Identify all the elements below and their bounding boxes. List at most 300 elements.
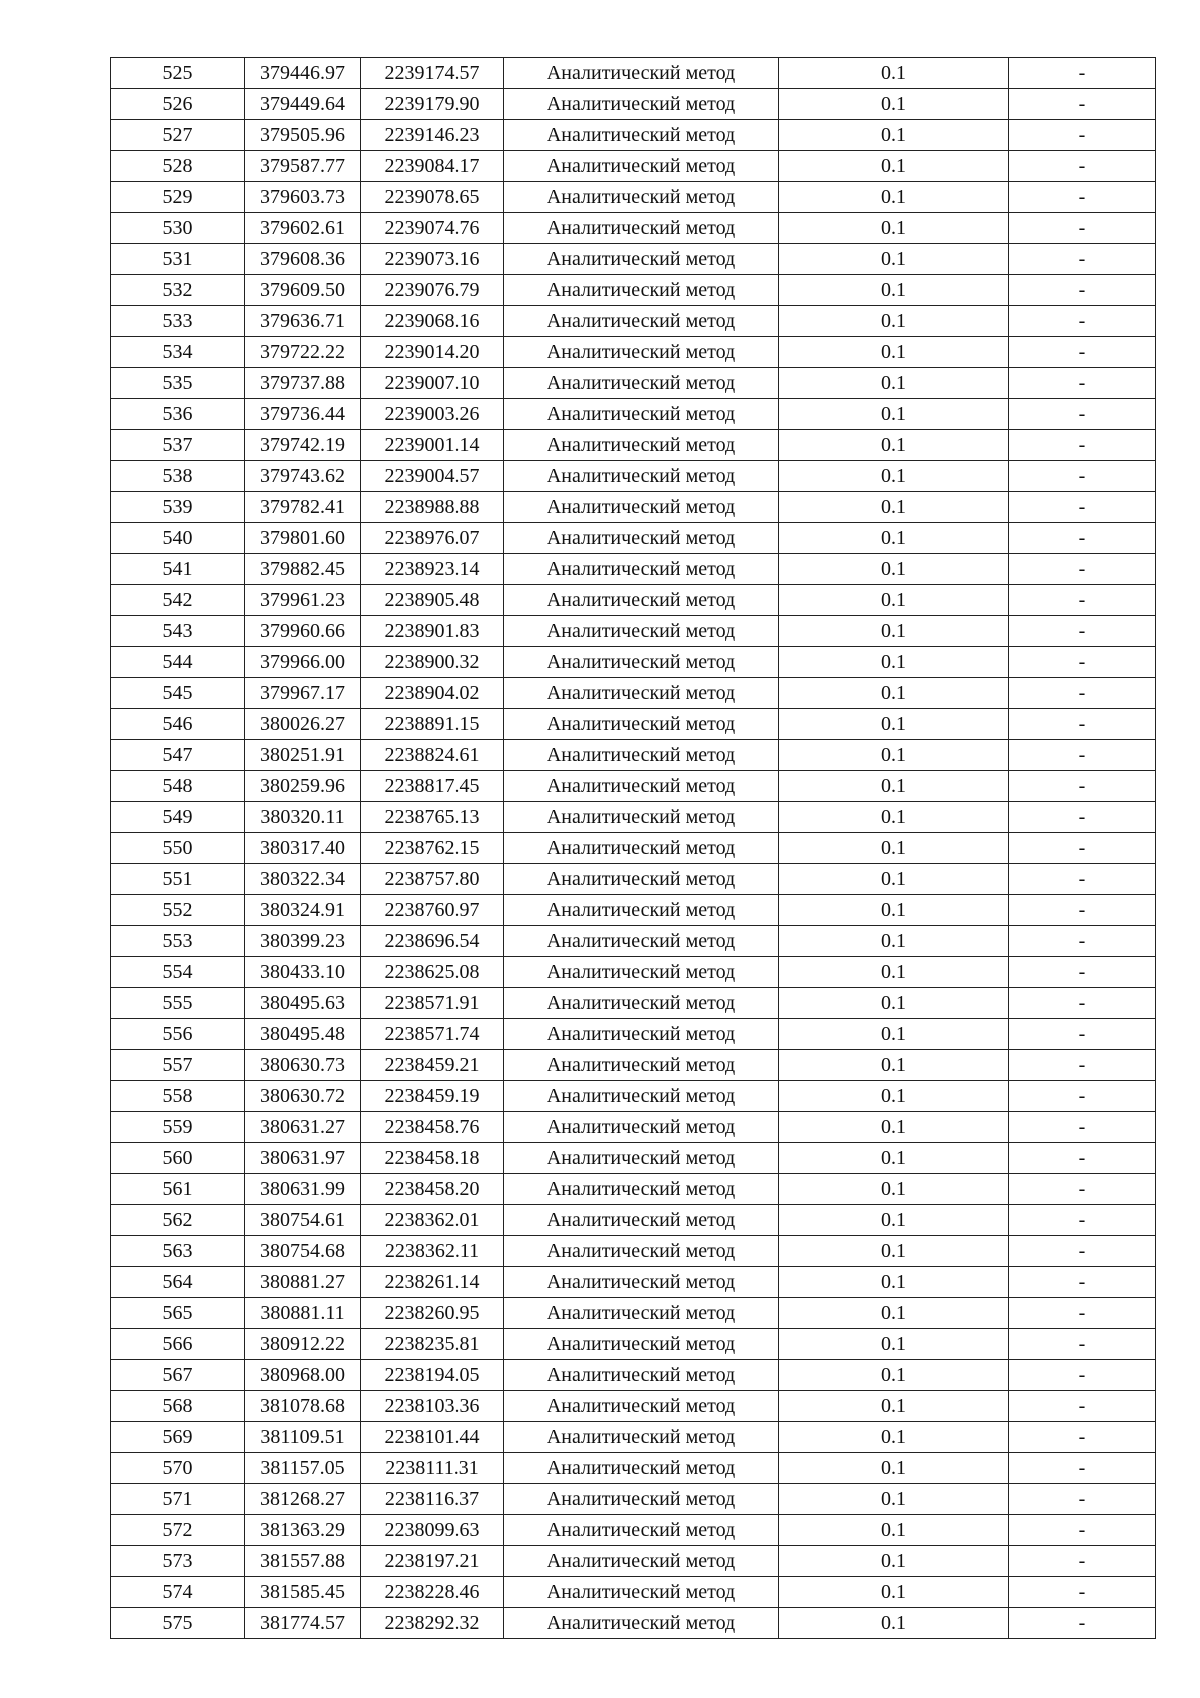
method-cell: Аналитический метод xyxy=(504,1577,779,1608)
method-cell: Аналитический метод xyxy=(504,399,779,430)
point-number-cell: 548 xyxy=(111,771,245,802)
note-cell: - xyxy=(1009,1360,1156,1391)
point-number-cell: 525 xyxy=(111,58,245,89)
method-cell: Аналитический метод xyxy=(504,988,779,1019)
table-row xyxy=(111,1267,1156,1298)
x-coordinate-cell: 380322.34 xyxy=(245,864,361,895)
point-number-cell: 562 xyxy=(111,1205,245,1236)
table-row xyxy=(111,585,1156,616)
method-cell: Аналитический метод xyxy=(504,1267,779,1298)
accuracy-cell: 0.1 xyxy=(779,151,1009,182)
accuracy-cell: 0.1 xyxy=(779,1205,1009,1236)
y-coordinate-cell: 2238571.74 xyxy=(361,1019,504,1050)
accuracy-cell: 0.1 xyxy=(779,1360,1009,1391)
point-number-cell: 573 xyxy=(111,1546,245,1577)
method-cell: Аналитический метод xyxy=(504,213,779,244)
note-cell: - xyxy=(1009,957,1156,988)
note-cell: - xyxy=(1009,1050,1156,1081)
y-coordinate-cell: 2238904.02 xyxy=(361,678,504,709)
accuracy-cell: 0.1 xyxy=(779,988,1009,1019)
x-coordinate-cell: 381363.29 xyxy=(245,1515,361,1546)
method-cell: Аналитический метод xyxy=(504,523,779,554)
table-row xyxy=(111,1236,1156,1267)
method-cell: Аналитический метод xyxy=(504,740,779,771)
note-cell: - xyxy=(1009,306,1156,337)
y-coordinate-cell: 2238625.08 xyxy=(361,957,504,988)
point-number-cell: 529 xyxy=(111,182,245,213)
method-cell: Аналитический метод xyxy=(504,647,779,678)
table-row xyxy=(111,1112,1156,1143)
note-cell: - xyxy=(1009,182,1156,213)
table-row xyxy=(111,988,1156,1019)
accuracy-cell: 0.1 xyxy=(779,1174,1009,1205)
point-number-cell: 572 xyxy=(111,1515,245,1546)
point-number-cell: 539 xyxy=(111,492,245,523)
coordinates-table xyxy=(110,57,1156,1639)
point-number-cell: 554 xyxy=(111,957,245,988)
accuracy-cell: 0.1 xyxy=(779,275,1009,306)
note-cell: - xyxy=(1009,554,1156,585)
point-number-cell: 550 xyxy=(111,833,245,864)
table-row xyxy=(111,709,1156,740)
accuracy-cell: 0.1 xyxy=(779,182,1009,213)
y-coordinate-cell: 2239074.76 xyxy=(361,213,504,244)
method-cell: Аналитический метод xyxy=(504,306,779,337)
y-coordinate-cell: 2239068.16 xyxy=(361,306,504,337)
x-coordinate-cell: 380399.23 xyxy=(245,926,361,957)
x-coordinate-cell: 379737.88 xyxy=(245,368,361,399)
table-row xyxy=(111,337,1156,368)
x-coordinate-cell: 381585.45 xyxy=(245,1577,361,1608)
y-coordinate-cell: 2238891.15 xyxy=(361,709,504,740)
y-coordinate-cell: 2238116.37 xyxy=(361,1484,504,1515)
note-cell: - xyxy=(1009,616,1156,647)
y-coordinate-cell: 2238099.63 xyxy=(361,1515,504,1546)
table-row xyxy=(111,1484,1156,1515)
accuracy-cell: 0.1 xyxy=(779,1453,1009,1484)
note-cell: - xyxy=(1009,1205,1156,1236)
note-cell: - xyxy=(1009,1081,1156,1112)
x-coordinate-cell: 380630.72 xyxy=(245,1081,361,1112)
accuracy-cell: 0.1 xyxy=(779,802,1009,833)
note-cell: - xyxy=(1009,1422,1156,1453)
method-cell: Аналитический метод xyxy=(504,1019,779,1050)
method-cell: Аналитический метод xyxy=(504,1515,779,1546)
x-coordinate-cell: 381268.27 xyxy=(245,1484,361,1515)
method-cell: Аналитический метод xyxy=(504,1236,779,1267)
point-number-cell: 567 xyxy=(111,1360,245,1391)
y-coordinate-cell: 2238260.95 xyxy=(361,1298,504,1329)
point-number-cell: 563 xyxy=(111,1236,245,1267)
y-coordinate-cell: 2238194.05 xyxy=(361,1360,504,1391)
table-row xyxy=(111,89,1156,120)
accuracy-cell: 0.1 xyxy=(779,120,1009,151)
point-number-cell: 552 xyxy=(111,895,245,926)
method-cell: Аналитический метод xyxy=(504,864,779,895)
point-number-cell: 541 xyxy=(111,554,245,585)
note-cell: - xyxy=(1009,1329,1156,1360)
accuracy-cell: 0.1 xyxy=(779,523,1009,554)
accuracy-cell: 0.1 xyxy=(779,244,1009,275)
y-coordinate-cell: 2239076.79 xyxy=(361,275,504,306)
method-cell: Аналитический метод xyxy=(504,802,779,833)
point-number-cell: 536 xyxy=(111,399,245,430)
note-cell: - xyxy=(1009,337,1156,368)
point-number-cell: 551 xyxy=(111,864,245,895)
accuracy-cell: 0.1 xyxy=(779,1236,1009,1267)
accuracy-cell: 0.1 xyxy=(779,895,1009,926)
note-cell: - xyxy=(1009,120,1156,151)
point-number-cell: 565 xyxy=(111,1298,245,1329)
note-cell: - xyxy=(1009,1515,1156,1546)
x-coordinate-cell: 380754.68 xyxy=(245,1236,361,1267)
table-row xyxy=(111,213,1156,244)
table-row xyxy=(111,802,1156,833)
note-cell: - xyxy=(1009,895,1156,926)
note-cell: - xyxy=(1009,151,1156,182)
x-coordinate-cell: 380754.61 xyxy=(245,1205,361,1236)
table-row xyxy=(111,461,1156,492)
note-cell: - xyxy=(1009,1391,1156,1422)
y-coordinate-cell: 2238901.83 xyxy=(361,616,504,647)
y-coordinate-cell: 2239014.20 xyxy=(361,337,504,368)
point-number-cell: 535 xyxy=(111,368,245,399)
y-coordinate-cell: 2239146.23 xyxy=(361,120,504,151)
table-row xyxy=(111,120,1156,151)
note-cell: - xyxy=(1009,275,1156,306)
point-number-cell: 537 xyxy=(111,430,245,461)
point-number-cell: 570 xyxy=(111,1453,245,1484)
method-cell: Аналитический метод xyxy=(504,585,779,616)
y-coordinate-cell: 2238459.19 xyxy=(361,1081,504,1112)
accuracy-cell: 0.1 xyxy=(779,430,1009,461)
point-number-cell: 558 xyxy=(111,1081,245,1112)
y-coordinate-cell: 2239007.10 xyxy=(361,368,504,399)
y-coordinate-cell: 2239084.17 xyxy=(361,151,504,182)
x-coordinate-cell: 380631.99 xyxy=(245,1174,361,1205)
note-cell: - xyxy=(1009,709,1156,740)
x-coordinate-cell: 379966.00 xyxy=(245,647,361,678)
note-cell: - xyxy=(1009,1143,1156,1174)
coordinates-table-body xyxy=(111,58,1156,1639)
method-cell: Аналитический метод xyxy=(504,1050,779,1081)
accuracy-cell: 0.1 xyxy=(779,399,1009,430)
note-cell: - xyxy=(1009,1019,1156,1050)
method-cell: Аналитический метод xyxy=(504,1608,779,1639)
accuracy-cell: 0.1 xyxy=(779,957,1009,988)
x-coordinate-cell: 380320.11 xyxy=(245,802,361,833)
y-coordinate-cell: 2238757.80 xyxy=(361,864,504,895)
table-row xyxy=(111,1391,1156,1422)
method-cell: Аналитический метод xyxy=(504,1205,779,1236)
note-cell: - xyxy=(1009,678,1156,709)
accuracy-cell: 0.1 xyxy=(779,1329,1009,1360)
y-coordinate-cell: 2239179.90 xyxy=(361,89,504,120)
point-number-cell: 569 xyxy=(111,1422,245,1453)
method-cell: Аналитический метод xyxy=(504,1081,779,1112)
table-row xyxy=(111,1081,1156,1112)
table-row xyxy=(111,864,1156,895)
y-coordinate-cell: 2238765.13 xyxy=(361,802,504,833)
x-coordinate-cell: 379602.61 xyxy=(245,213,361,244)
x-coordinate-cell: 379961.23 xyxy=(245,585,361,616)
note-cell: - xyxy=(1009,492,1156,523)
y-coordinate-cell: 2239078.65 xyxy=(361,182,504,213)
accuracy-cell: 0.1 xyxy=(779,368,1009,399)
method-cell: Аналитический метод xyxy=(504,1484,779,1515)
method-cell: Аналитический метод xyxy=(504,1422,779,1453)
note-cell: - xyxy=(1009,1484,1156,1515)
point-number-cell: 530 xyxy=(111,213,245,244)
table-row xyxy=(111,1515,1156,1546)
method-cell: Аналитический метод xyxy=(504,182,779,213)
y-coordinate-cell: 2238101.44 xyxy=(361,1422,504,1453)
x-coordinate-cell: 379736.44 xyxy=(245,399,361,430)
y-coordinate-cell: 2239174.57 xyxy=(361,58,504,89)
point-number-cell: 556 xyxy=(111,1019,245,1050)
accuracy-cell: 0.1 xyxy=(779,926,1009,957)
x-coordinate-cell: 380631.27 xyxy=(245,1112,361,1143)
x-coordinate-cell: 381078.68 xyxy=(245,1391,361,1422)
note-cell: - xyxy=(1009,1236,1156,1267)
table-row xyxy=(111,1329,1156,1360)
note-cell: - xyxy=(1009,771,1156,802)
point-number-cell: 568 xyxy=(111,1391,245,1422)
x-coordinate-cell: 380495.63 xyxy=(245,988,361,1019)
method-cell: Аналитический метод xyxy=(504,771,779,802)
accuracy-cell: 0.1 xyxy=(779,1143,1009,1174)
point-number-cell: 526 xyxy=(111,89,245,120)
accuracy-cell: 0.1 xyxy=(779,585,1009,616)
table-row xyxy=(111,740,1156,771)
x-coordinate-cell: 381157.05 xyxy=(245,1453,361,1484)
point-number-cell: 543 xyxy=(111,616,245,647)
method-cell: Аналитический метод xyxy=(504,368,779,399)
accuracy-cell: 0.1 xyxy=(779,1298,1009,1329)
note-cell: - xyxy=(1009,461,1156,492)
accuracy-cell: 0.1 xyxy=(779,492,1009,523)
note-cell: - xyxy=(1009,213,1156,244)
y-coordinate-cell: 2238696.54 xyxy=(361,926,504,957)
accuracy-cell: 0.1 xyxy=(779,1484,1009,1515)
method-cell: Аналитический метод xyxy=(504,337,779,368)
accuracy-cell: 0.1 xyxy=(779,554,1009,585)
y-coordinate-cell: 2238362.11 xyxy=(361,1236,504,1267)
table-row xyxy=(111,58,1156,89)
x-coordinate-cell: 380324.91 xyxy=(245,895,361,926)
point-number-cell: 528 xyxy=(111,151,245,182)
x-coordinate-cell: 380630.73 xyxy=(245,1050,361,1081)
note-cell: - xyxy=(1009,1546,1156,1577)
x-coordinate-cell: 381774.57 xyxy=(245,1608,361,1639)
method-cell: Аналитический метод xyxy=(504,492,779,523)
note-cell: - xyxy=(1009,740,1156,771)
method-cell: Аналитический метод xyxy=(504,1391,779,1422)
point-number-cell: 564 xyxy=(111,1267,245,1298)
x-coordinate-cell: 379742.19 xyxy=(245,430,361,461)
note-cell: - xyxy=(1009,1608,1156,1639)
table-row xyxy=(111,151,1156,182)
accuracy-cell: 0.1 xyxy=(779,1050,1009,1081)
method-cell: Аналитический метод xyxy=(504,1298,779,1329)
x-coordinate-cell: 380433.10 xyxy=(245,957,361,988)
table-row xyxy=(111,244,1156,275)
method-cell: Аналитический метод xyxy=(504,1546,779,1577)
x-coordinate-cell: 379636.71 xyxy=(245,306,361,337)
x-coordinate-cell: 380912.22 xyxy=(245,1329,361,1360)
table-row xyxy=(111,182,1156,213)
note-cell: - xyxy=(1009,430,1156,461)
method-cell: Аналитический метод xyxy=(504,89,779,120)
y-coordinate-cell: 2238103.36 xyxy=(361,1391,504,1422)
accuracy-cell: 0.1 xyxy=(779,1546,1009,1577)
y-coordinate-cell: 2238197.21 xyxy=(361,1546,504,1577)
point-number-cell: 542 xyxy=(111,585,245,616)
point-number-cell: 557 xyxy=(111,1050,245,1081)
table-row xyxy=(111,1608,1156,1639)
x-coordinate-cell: 379722.22 xyxy=(245,337,361,368)
x-coordinate-cell: 381557.88 xyxy=(245,1546,361,1577)
point-number-cell: 575 xyxy=(111,1608,245,1639)
table-row xyxy=(111,368,1156,399)
y-coordinate-cell: 2238235.81 xyxy=(361,1329,504,1360)
table-row xyxy=(111,523,1156,554)
point-number-cell: 534 xyxy=(111,337,245,368)
method-cell: Аналитический метод xyxy=(504,1174,779,1205)
point-number-cell: 574 xyxy=(111,1577,245,1608)
table-row xyxy=(111,895,1156,926)
y-coordinate-cell: 2238292.32 xyxy=(361,1608,504,1639)
x-coordinate-cell: 380251.91 xyxy=(245,740,361,771)
method-cell: Аналитический метод xyxy=(504,1143,779,1174)
x-coordinate-cell: 379801.60 xyxy=(245,523,361,554)
accuracy-cell: 0.1 xyxy=(779,89,1009,120)
y-coordinate-cell: 2239001.14 xyxy=(361,430,504,461)
method-cell: Аналитический метод xyxy=(504,275,779,306)
note-cell: - xyxy=(1009,988,1156,1019)
method-cell: Аналитический метод xyxy=(504,833,779,864)
note-cell: - xyxy=(1009,926,1156,957)
point-number-cell: 527 xyxy=(111,120,245,151)
table-row xyxy=(111,275,1156,306)
accuracy-cell: 0.1 xyxy=(779,864,1009,895)
accuracy-cell: 0.1 xyxy=(779,833,1009,864)
x-coordinate-cell: 380495.48 xyxy=(245,1019,361,1050)
point-number-cell: 561 xyxy=(111,1174,245,1205)
note-cell: - xyxy=(1009,244,1156,275)
table-row xyxy=(111,1546,1156,1577)
y-coordinate-cell: 2238900.32 xyxy=(361,647,504,678)
y-coordinate-cell: 2238762.15 xyxy=(361,833,504,864)
x-coordinate-cell: 380968.00 xyxy=(245,1360,361,1391)
x-coordinate-cell: 379743.62 xyxy=(245,461,361,492)
y-coordinate-cell: 2238923.14 xyxy=(361,554,504,585)
x-coordinate-cell: 379882.45 xyxy=(245,554,361,585)
method-cell: Аналитический метод xyxy=(504,895,779,926)
method-cell: Аналитический метод xyxy=(504,616,779,647)
point-number-cell: 546 xyxy=(111,709,245,740)
y-coordinate-cell: 2238824.61 xyxy=(361,740,504,771)
accuracy-cell: 0.1 xyxy=(779,1422,1009,1453)
accuracy-cell: 0.1 xyxy=(779,1019,1009,1050)
x-coordinate-cell: 379449.64 xyxy=(245,89,361,120)
x-coordinate-cell: 381109.51 xyxy=(245,1422,361,1453)
table-row xyxy=(111,554,1156,585)
method-cell: Аналитический метод xyxy=(504,1112,779,1143)
table-row xyxy=(111,957,1156,988)
y-coordinate-cell: 2238458.76 xyxy=(361,1112,504,1143)
point-number-cell: 571 xyxy=(111,1484,245,1515)
accuracy-cell: 0.1 xyxy=(779,337,1009,368)
method-cell: Аналитический метод xyxy=(504,554,779,585)
y-coordinate-cell: 2238459.21 xyxy=(361,1050,504,1081)
x-coordinate-cell: 380026.27 xyxy=(245,709,361,740)
method-cell: Аналитический метод xyxy=(504,1329,779,1360)
y-coordinate-cell: 2238988.88 xyxy=(361,492,504,523)
note-cell: - xyxy=(1009,89,1156,120)
note-cell: - xyxy=(1009,1112,1156,1143)
table-row xyxy=(111,1019,1156,1050)
accuracy-cell: 0.1 xyxy=(779,1081,1009,1112)
note-cell: - xyxy=(1009,647,1156,678)
table-row xyxy=(111,926,1156,957)
y-coordinate-cell: 2238817.45 xyxy=(361,771,504,802)
y-coordinate-cell: 2238458.18 xyxy=(361,1143,504,1174)
accuracy-cell: 0.1 xyxy=(779,461,1009,492)
point-number-cell: 531 xyxy=(111,244,245,275)
accuracy-cell: 0.1 xyxy=(779,1391,1009,1422)
x-coordinate-cell: 380881.27 xyxy=(245,1267,361,1298)
y-coordinate-cell: 2239003.26 xyxy=(361,399,504,430)
method-cell: Аналитический метод xyxy=(504,1453,779,1484)
note-cell: - xyxy=(1009,399,1156,430)
x-coordinate-cell: 379446.97 xyxy=(245,58,361,89)
note-cell: - xyxy=(1009,1577,1156,1608)
note-cell: - xyxy=(1009,802,1156,833)
method-cell: Аналитический метод xyxy=(504,957,779,988)
x-coordinate-cell: 380881.11 xyxy=(245,1298,361,1329)
point-number-cell: 560 xyxy=(111,1143,245,1174)
table-row xyxy=(111,306,1156,337)
table-row xyxy=(111,1050,1156,1081)
y-coordinate-cell: 2238571.91 xyxy=(361,988,504,1019)
point-number-cell: 547 xyxy=(111,740,245,771)
accuracy-cell: 0.1 xyxy=(779,771,1009,802)
point-number-cell: 555 xyxy=(111,988,245,1019)
x-coordinate-cell: 379967.17 xyxy=(245,678,361,709)
note-cell: - xyxy=(1009,523,1156,554)
x-coordinate-cell: 379782.41 xyxy=(245,492,361,523)
accuracy-cell: 0.1 xyxy=(779,740,1009,771)
point-number-cell: 538 xyxy=(111,461,245,492)
x-coordinate-cell: 379603.73 xyxy=(245,182,361,213)
y-coordinate-cell: 2238976.07 xyxy=(361,523,504,554)
note-cell: - xyxy=(1009,368,1156,399)
point-number-cell: 549 xyxy=(111,802,245,833)
table-row xyxy=(111,399,1156,430)
x-coordinate-cell: 379960.66 xyxy=(245,616,361,647)
x-coordinate-cell: 380631.97 xyxy=(245,1143,361,1174)
accuracy-cell: 0.1 xyxy=(779,616,1009,647)
note-cell: - xyxy=(1009,864,1156,895)
point-number-cell: 553 xyxy=(111,926,245,957)
y-coordinate-cell: 2238111.31 xyxy=(361,1453,504,1484)
x-coordinate-cell: 380317.40 xyxy=(245,833,361,864)
accuracy-cell: 0.1 xyxy=(779,213,1009,244)
note-cell: - xyxy=(1009,1453,1156,1484)
point-number-cell: 544 xyxy=(111,647,245,678)
y-coordinate-cell: 2238228.46 xyxy=(361,1577,504,1608)
